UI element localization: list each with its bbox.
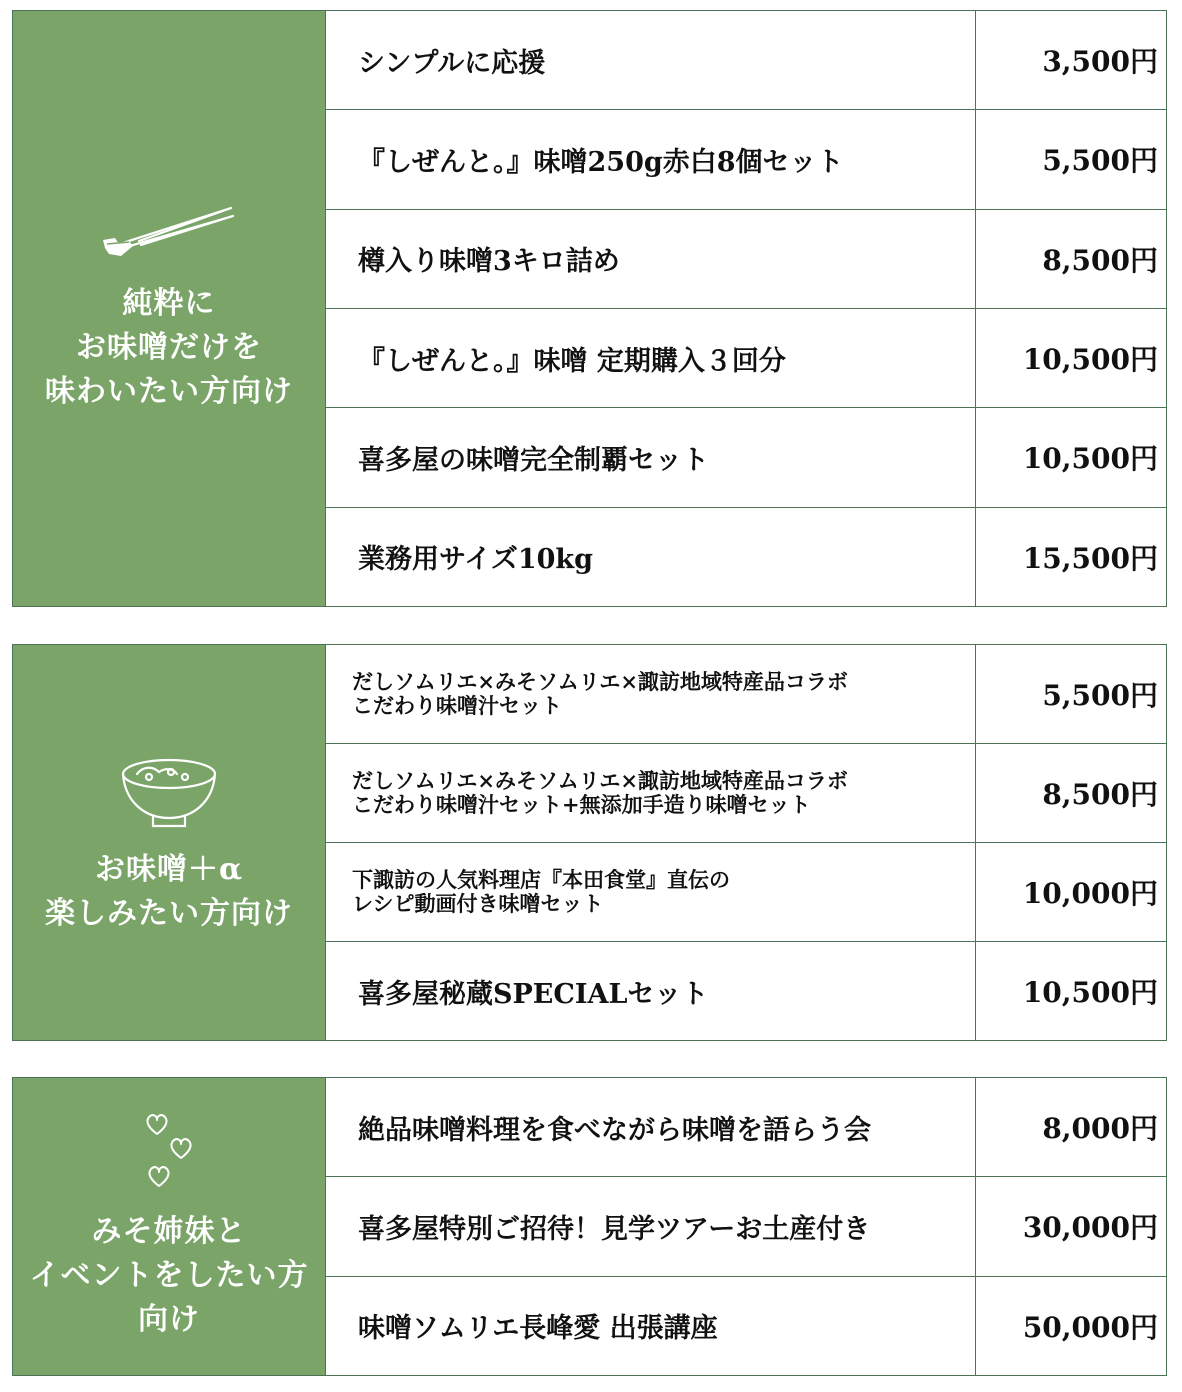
reward-row[interactable] (326, 1277, 1166, 1375)
reward-row[interactable] (326, 408, 1166, 507)
reward-row[interactable] (326, 1078, 1166, 1177)
reward-price: 10,500円 (1022, 343, 1158, 377)
reward-name: 樽入り味噌3キロ詰め (326, 210, 976, 308)
reward-section-miso-plus (12, 644, 1167, 1041)
reward-price: 8,500円 (1042, 778, 1158, 811)
reward-name: シンプルに応援 (326, 11, 976, 109)
reward-name: 下諏訪の人気料理店『本田食堂』直伝の レシピ動画付き味噌セット (326, 843, 976, 941)
reward-name: だしソムリエ×みそソムリエ×諏訪地域特産品コラボ こだわり味噌汁セット+無添加手造り味噌セット (326, 744, 976, 842)
reward-name: 喜多屋の味噌完全制覇セット (326, 408, 976, 506)
reward-row[interactable] (326, 11, 1166, 110)
reward-name: だしソムリエ×みそソムリエ×諏訪地域特産品コラボ こだわり味噌汁セット (326, 645, 976, 743)
reward-price: 8,000円 (1042, 1112, 1158, 1146)
miso-soup-bowl-icon (119, 750, 219, 834)
reward-price: 15,500円 (1022, 541, 1158, 575)
reward-row[interactable] (326, 645, 1166, 744)
reward-row[interactable] (326, 110, 1166, 209)
category-label: みそ姉妹と イベントをしたい方 向け (29, 1213, 309, 1337)
category-panel (13, 645, 326, 1040)
reward-price: 10,500円 (1022, 976, 1158, 1009)
reward-name: 喜多屋秘蔵SPECIALセット (326, 942, 976, 1040)
reward-list (326, 645, 1166, 1040)
reward-row[interactable] (326, 210, 1166, 309)
reward-list (326, 11, 1166, 606)
reward-row[interactable] (326, 508, 1166, 606)
reward-name: 業務用サイズ10kg (326, 508, 976, 606)
reward-row[interactable] (326, 942, 1166, 1040)
reward-section-event (12, 1077, 1167, 1376)
reward-price: 5,500円 (1042, 144, 1158, 178)
category-panel (13, 11, 326, 606)
reward-price: 3,500円 (1042, 45, 1158, 79)
reward-price: 10,000円 (1022, 877, 1158, 910)
category-panel (13, 1078, 326, 1375)
reward-name: 『しぜんと。』味噌 定期購入３回分 (326, 309, 976, 407)
reward-section-miso-only (12, 10, 1167, 607)
category-label: 純粋に お味噌だけを 味わいたい方向け (45, 285, 293, 409)
reward-price: 50,000円 (1022, 1310, 1158, 1344)
reward-price: 5,500円 (1042, 679, 1158, 712)
hearts-icon (139, 1112, 199, 1196)
chopsticks-icon (99, 204, 239, 268)
reward-row[interactable] (326, 843, 1166, 942)
reward-row[interactable] (326, 309, 1166, 408)
reward-name: 絶品味噌料理を食べながら味噌を語らう会 (326, 1078, 976, 1176)
reward-row[interactable] (326, 1177, 1166, 1276)
category-label: お味噌＋α 楽しみたい方向け (45, 851, 293, 931)
reward-list (326, 1078, 1166, 1375)
reward-price: 10,500円 (1022, 442, 1158, 476)
reward-name: 『しぜんと。』味噌250g赤白8個セット (326, 110, 976, 208)
reward-price: 30,000円 (1022, 1211, 1158, 1245)
reward-name: 味噌ソムリエ長峰愛 出張講座 (326, 1277, 976, 1375)
reward-row[interactable] (326, 744, 1166, 843)
reward-price: 8,500円 (1042, 243, 1158, 277)
reward-name: 喜多屋特別ご招待！見学ツアーお土産付き (326, 1177, 976, 1275)
